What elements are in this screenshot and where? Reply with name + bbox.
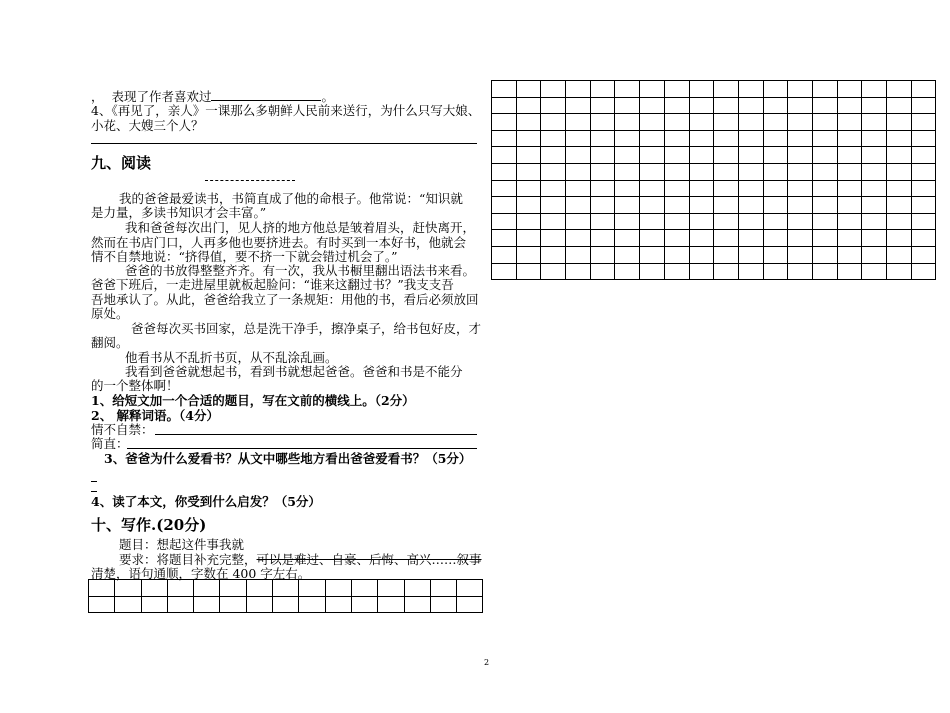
question-3: 3、爸爸为什么爱看书？从文中哪些地方看出爸爸爱看书？（5分） xyxy=(104,451,472,466)
grid-cell[interactable] xyxy=(812,130,837,147)
grid-cell[interactable] xyxy=(812,213,837,230)
grid-cell[interactable] xyxy=(664,81,689,98)
q4-line-2: 小花、大嫂三个人？ xyxy=(91,118,204,133)
grid-cell[interactable] xyxy=(566,114,591,131)
grid-cell[interactable] xyxy=(911,246,936,263)
passage-line: 爸爸的书放得整整齐齐。有一次，我从书橱里翻出语法书来看。 xyxy=(125,263,476,278)
grid-cell[interactable] xyxy=(541,197,566,214)
grid-cell[interactable] xyxy=(837,163,862,180)
grid-cell[interactable] xyxy=(516,130,541,147)
grid-cell[interactable] xyxy=(763,114,788,131)
grid-cell[interactable] xyxy=(566,97,591,114)
grid-cell[interactable] xyxy=(738,163,763,180)
grid-cell[interactable] xyxy=(541,230,566,247)
grid-cell[interactable] xyxy=(516,114,541,131)
grid-cell[interactable] xyxy=(862,147,887,164)
grid-cell[interactable] xyxy=(837,230,862,247)
grid-cell[interactable] xyxy=(862,263,887,280)
grid-cell[interactable] xyxy=(167,580,193,597)
grid-cell[interactable] xyxy=(689,130,714,147)
grid-cell[interactable] xyxy=(89,580,115,597)
grid-cell[interactable] xyxy=(763,147,788,164)
grid-cell[interactable] xyxy=(246,596,272,613)
grid-cell[interactable] xyxy=(566,246,591,263)
grid-cell[interactable] xyxy=(911,81,936,98)
grid-cell[interactable] xyxy=(615,246,640,263)
grid-cell[interactable] xyxy=(911,197,936,214)
passage-line: 我的爸爸最爱读书，书简直成了他的命根子。他常说：“知识就 xyxy=(119,191,463,206)
grid-cell[interactable] xyxy=(664,180,689,197)
grid-cell[interactable] xyxy=(516,163,541,180)
grid-cell[interactable] xyxy=(590,81,615,98)
grid-cell[interactable] xyxy=(812,97,837,114)
grid-cell[interactable] xyxy=(351,580,377,597)
section-10-heading: 十、写作.(20分) xyxy=(91,516,207,534)
grid-cell[interactable] xyxy=(763,197,788,214)
grid-cell[interactable] xyxy=(404,596,430,613)
grid-cell[interactable] xyxy=(689,263,714,280)
passage-line: 吾地承认了。从此，爸爸给我立了一条规矩：用他的书，看后必须放回 xyxy=(91,292,479,307)
writing-grid-right[interactable] xyxy=(491,80,936,280)
grid-cell[interactable] xyxy=(516,213,541,230)
grid-cell[interactable] xyxy=(763,81,788,98)
q3-fill-line xyxy=(91,88,334,104)
grid-cell[interactable] xyxy=(689,213,714,230)
answer-stub xyxy=(91,491,97,492)
grid-cell[interactable] xyxy=(714,130,739,147)
answer-stub xyxy=(91,481,97,482)
grid-cell[interactable] xyxy=(788,213,813,230)
grid-cell[interactable] xyxy=(837,114,862,131)
grid-cell[interactable] xyxy=(615,130,640,147)
grid-cell[interactable] xyxy=(378,596,404,613)
grid-cell[interactable] xyxy=(640,246,665,263)
grid-cell[interactable] xyxy=(167,596,193,613)
grid-cell[interactable] xyxy=(812,81,837,98)
grid-cell[interactable] xyxy=(115,596,141,613)
grid-cell[interactable] xyxy=(763,163,788,180)
passage-line: 我和爸爸每次出门，见人挤的地方他总是皱着眉头，赶快离开， xyxy=(125,220,476,235)
grid-cell[interactable] xyxy=(738,81,763,98)
grid-cell[interactable] xyxy=(911,114,936,131)
grid-cell[interactable] xyxy=(516,263,541,280)
comma: ， xyxy=(91,89,104,104)
grid-cell[interactable] xyxy=(492,213,517,230)
grid-cell[interactable] xyxy=(590,246,615,263)
grid-cell[interactable] xyxy=(788,81,813,98)
grid-cell[interactable] xyxy=(640,130,665,147)
grid-cell[interactable] xyxy=(590,213,615,230)
grid-cell[interactable] xyxy=(911,147,936,164)
grid-cell[interactable] xyxy=(516,246,541,263)
grid-cell[interactable] xyxy=(887,263,912,280)
grid-cell[interactable] xyxy=(788,197,813,214)
grid-cell[interactable] xyxy=(837,130,862,147)
grid-cell[interactable] xyxy=(714,230,739,247)
vocab-2-label: 简直： xyxy=(91,436,129,451)
grid-cell[interactable] xyxy=(664,263,689,280)
grid-cell[interactable] xyxy=(738,147,763,164)
grid-cell[interactable] xyxy=(812,197,837,214)
grid-cell[interactable] xyxy=(887,163,912,180)
grid-cell[interactable] xyxy=(516,81,541,98)
grid-cell[interactable] xyxy=(738,263,763,280)
grid-cell[interactable] xyxy=(763,130,788,147)
grid-cell[interactable] xyxy=(837,197,862,214)
grid-cell[interactable] xyxy=(812,230,837,247)
vocab-2-blank[interactable] xyxy=(127,448,477,449)
grid-cell[interactable] xyxy=(615,114,640,131)
grid-cell[interactable] xyxy=(887,97,912,114)
grid-cell[interactable] xyxy=(862,130,887,147)
grid-cell[interactable] xyxy=(246,580,272,597)
grid-cell[interactable] xyxy=(457,596,483,613)
grid-cell[interactable] xyxy=(714,163,739,180)
grid-cell[interactable] xyxy=(887,81,912,98)
question-4: 4、读了本文，你受到什么启发？（5分） xyxy=(91,494,321,509)
grid-cell[interactable] xyxy=(516,97,541,114)
grid-cell[interactable] xyxy=(812,147,837,164)
grid-cell[interactable] xyxy=(689,114,714,131)
grid-cell[interactable] xyxy=(590,97,615,114)
grid-cell[interactable] xyxy=(640,81,665,98)
q3-text: 表现了作者喜欢过 xyxy=(111,89,212,104)
answer-line xyxy=(91,143,477,144)
grid-cell[interactable] xyxy=(590,230,615,247)
grid-cell[interactable] xyxy=(738,246,763,263)
grid-cell[interactable] xyxy=(738,130,763,147)
grid-cell[interactable] xyxy=(911,163,936,180)
grid-cell[interactable] xyxy=(837,81,862,98)
grid-cell[interactable] xyxy=(738,230,763,247)
grid-cell[interactable] xyxy=(788,130,813,147)
grid-cell[interactable] xyxy=(837,263,862,280)
grid-cell[interactable] xyxy=(640,263,665,280)
grid-cell[interactable] xyxy=(714,197,739,214)
grid-cell[interactable] xyxy=(689,246,714,263)
grid-cell[interactable] xyxy=(141,580,167,597)
grid-cell[interactable] xyxy=(689,81,714,98)
grid-cell[interactable] xyxy=(299,580,325,597)
grid-cell[interactable] xyxy=(541,180,566,197)
grid-cell[interactable] xyxy=(862,163,887,180)
grid-cell[interactable] xyxy=(541,246,566,263)
grid-cell[interactable] xyxy=(911,213,936,230)
grid-cell[interactable] xyxy=(714,180,739,197)
grid-cell[interactable] xyxy=(862,114,887,131)
grid-cell[interactable] xyxy=(541,81,566,98)
grid-cell[interactable] xyxy=(566,163,591,180)
period: 。 xyxy=(321,89,334,104)
grid-cell[interactable] xyxy=(194,580,220,597)
grid-cell[interactable] xyxy=(566,147,591,164)
grid-cell[interactable] xyxy=(788,97,813,114)
grid-cell[interactable] xyxy=(516,230,541,247)
page-number: 2 xyxy=(484,658,490,667)
grid-cell[interactable] xyxy=(887,130,912,147)
grid-cell[interactable] xyxy=(763,230,788,247)
grid-cell[interactable] xyxy=(689,163,714,180)
grid-cell[interactable] xyxy=(115,580,141,597)
grid-cell[interactable] xyxy=(887,147,912,164)
grid-cell[interactable] xyxy=(911,263,936,280)
grid-cell[interactable] xyxy=(590,163,615,180)
requirement-part-2: 可以是难过、自豪、后悔、高兴……叙事 xyxy=(256,552,482,567)
vocab-1-blank[interactable] xyxy=(155,434,477,435)
grid-cell[interactable] xyxy=(788,163,813,180)
grid-cell[interactable] xyxy=(738,114,763,131)
grid-cell[interactable] xyxy=(566,263,591,280)
grid-cell[interactable] xyxy=(664,213,689,230)
q4-line-1: 4、《再见了，亲人》一课那么多朝鲜人民前来送行，为什么只写大娘、 xyxy=(91,103,481,118)
grid-cell[interactable] xyxy=(492,147,517,164)
grid-cell[interactable] xyxy=(738,180,763,197)
grid-cell[interactable] xyxy=(590,147,615,164)
answer-blank[interactable] xyxy=(211,88,321,101)
grid-cell[interactable] xyxy=(541,147,566,164)
grid-cell[interactable] xyxy=(492,114,517,131)
grid-cell[interactable] xyxy=(492,246,517,263)
grid-cell[interactable] xyxy=(541,163,566,180)
grid-cell[interactable] xyxy=(615,147,640,164)
grid-cell[interactable] xyxy=(325,580,351,597)
grid-cell[interactable] xyxy=(664,130,689,147)
grid-cell[interactable] xyxy=(763,213,788,230)
grid-cell[interactable] xyxy=(664,114,689,131)
grid-cell[interactable] xyxy=(430,596,456,613)
vocab-1-label: 情不自禁： xyxy=(91,422,154,437)
grid-cell[interactable] xyxy=(689,97,714,114)
grid-cell[interactable] xyxy=(220,580,246,597)
grid-cell[interactable] xyxy=(492,180,517,197)
passage-line: 翻阅。 xyxy=(91,335,129,350)
grid-cell[interactable] xyxy=(492,230,517,247)
grid-cell[interactable] xyxy=(566,130,591,147)
grid-cell[interactable] xyxy=(516,147,541,164)
grid-cell[interactable] xyxy=(541,97,566,114)
question-1: 1、给短文加一个合适的题目，写在文前的横线上。（2分） xyxy=(91,393,415,408)
grid-cell[interactable] xyxy=(689,147,714,164)
grid-cell[interactable] xyxy=(566,230,591,247)
grid-cell[interactable] xyxy=(492,130,517,147)
grid-cell[interactable] xyxy=(220,596,246,613)
grid-cell[interactable] xyxy=(812,163,837,180)
grid-cell[interactable] xyxy=(911,230,936,247)
composition-requirement xyxy=(119,552,482,567)
passage-line: 我看到爸爸就想起书，看到书就想起爸爸。爸爸和书是不能分 xyxy=(125,364,463,379)
grid-cell[interactable] xyxy=(837,180,862,197)
grid-cell[interactable] xyxy=(640,97,665,114)
grid-cell[interactable] xyxy=(763,97,788,114)
grid-cell[interactable] xyxy=(862,180,887,197)
grid-cell[interactable] xyxy=(812,263,837,280)
grid-cell[interactable] xyxy=(492,263,517,280)
grid-cell[interactable] xyxy=(837,147,862,164)
grid-cell[interactable] xyxy=(541,114,566,131)
grid-cell[interactable] xyxy=(615,197,640,214)
grid-cell[interactable] xyxy=(887,197,912,214)
grid-cell[interactable] xyxy=(689,197,714,214)
grid-cell[interactable] xyxy=(404,580,430,597)
grid-cell[interactable] xyxy=(887,180,912,197)
grid-cell[interactable] xyxy=(590,180,615,197)
grid-cell[interactable] xyxy=(738,197,763,214)
grid-cell[interactable] xyxy=(812,246,837,263)
grid-cell[interactable] xyxy=(664,163,689,180)
grid-cell[interactable] xyxy=(837,213,862,230)
grid-cell[interactable] xyxy=(887,114,912,131)
grid-cell[interactable] xyxy=(837,246,862,263)
grid-cell[interactable] xyxy=(887,213,912,230)
requirement-part-1: 要求：将题目补充完整， xyxy=(119,552,257,567)
grid-cell[interactable] xyxy=(862,213,887,230)
grid-cell[interactable] xyxy=(430,580,456,597)
grid-cell[interactable] xyxy=(299,596,325,613)
grid-cell[interactable] xyxy=(590,130,615,147)
grid-cell[interactable] xyxy=(689,180,714,197)
grid-cell[interactable] xyxy=(738,97,763,114)
grid-cell[interactable] xyxy=(492,163,517,180)
grid-cell[interactable] xyxy=(141,596,167,613)
grid-cell[interactable] xyxy=(351,596,377,613)
grid-cell[interactable] xyxy=(911,180,936,197)
grid-cell[interactable] xyxy=(763,180,788,197)
grid-cell[interactable] xyxy=(862,230,887,247)
grid-cell[interactable] xyxy=(640,147,665,164)
grid-cell[interactable] xyxy=(788,230,813,247)
grid-cell[interactable] xyxy=(862,81,887,98)
grid-cell[interactable] xyxy=(862,97,887,114)
grid-cell[interactable] xyxy=(640,197,665,214)
grid-cell[interactable] xyxy=(788,147,813,164)
grid-cell[interactable] xyxy=(714,213,739,230)
grid-cell[interactable] xyxy=(492,197,517,214)
grid-cell[interactable] xyxy=(911,130,936,147)
grid-cell[interactable] xyxy=(194,596,220,613)
grid-cell[interactable] xyxy=(763,263,788,280)
grid-cell[interactable] xyxy=(566,197,591,214)
grid-cell[interactable] xyxy=(615,230,640,247)
grid-cell[interactable] xyxy=(788,114,813,131)
passage-line: 的一个整体啊！ xyxy=(91,378,179,393)
writing-grid-bottom[interactable] xyxy=(88,579,483,613)
grid-cell[interactable] xyxy=(590,263,615,280)
grid-cell[interactable] xyxy=(664,230,689,247)
grid-cell[interactable] xyxy=(714,81,739,98)
section-9-heading: 九、阅读 xyxy=(91,154,152,172)
composition-topic: 题目：想起这件事我就 xyxy=(119,537,245,552)
grid-cell[interactable] xyxy=(714,97,739,114)
grid-cell[interactable] xyxy=(862,246,887,263)
grid-cell[interactable] xyxy=(664,246,689,263)
grid-cell[interactable] xyxy=(664,197,689,214)
grid-cell[interactable] xyxy=(492,81,517,98)
grid-cell[interactable] xyxy=(516,197,541,214)
grid-cell[interactable] xyxy=(812,180,837,197)
title-blank[interactable] xyxy=(205,180,295,181)
grid-cell[interactable] xyxy=(273,580,299,597)
grid-cell[interactable] xyxy=(714,263,739,280)
grid-cell[interactable] xyxy=(887,230,912,247)
grid-cell[interactable] xyxy=(763,246,788,263)
grid-cell[interactable] xyxy=(788,246,813,263)
grid-cell[interactable] xyxy=(788,263,813,280)
passage-line: 他看书从不乱折书页，从不乱涂乱画。 xyxy=(125,350,338,365)
grid-cell[interactable] xyxy=(887,246,912,263)
grid-cell[interactable] xyxy=(541,130,566,147)
grid-cell[interactable] xyxy=(615,263,640,280)
question-2: 2、 解释词语。（4分） xyxy=(91,408,219,423)
grid-cell[interactable] xyxy=(566,180,591,197)
grid-cell[interactable] xyxy=(640,163,665,180)
grid-cell[interactable] xyxy=(325,596,351,613)
grid-cell[interactable] xyxy=(457,580,483,597)
grid-cell[interactable] xyxy=(640,213,665,230)
grid-cell[interactable] xyxy=(812,114,837,131)
grid-cell[interactable] xyxy=(590,114,615,131)
grid-cell[interactable] xyxy=(640,180,665,197)
grid-cell[interactable] xyxy=(664,97,689,114)
grid-cell[interactable] xyxy=(911,97,936,114)
grid-cell[interactable] xyxy=(640,230,665,247)
passage-line: 情不自禁地说：“挤得值，要不挤一下就会错过机会了。” xyxy=(91,249,398,264)
grid-cell[interactable] xyxy=(837,97,862,114)
grid-cell[interactable] xyxy=(273,596,299,613)
grid-cell[interactable] xyxy=(714,147,739,164)
grid-cell[interactable] xyxy=(566,213,591,230)
grid-cell[interactable] xyxy=(788,180,813,197)
grid-cell[interactable] xyxy=(615,180,640,197)
grid-cell[interactable] xyxy=(516,180,541,197)
composition-requirement-line-2: 清楚，语句通顺，字数在 400 字左右。 xyxy=(91,566,311,581)
grid-cell[interactable] xyxy=(492,97,517,114)
grid-cell[interactable] xyxy=(664,147,689,164)
grid-cell[interactable] xyxy=(89,596,115,613)
grid-cell[interactable] xyxy=(738,213,763,230)
grid-cell[interactable] xyxy=(689,230,714,247)
passage-line: 原处。 xyxy=(91,306,129,321)
grid-cell[interactable] xyxy=(566,81,591,98)
passage-line: 是力量，多读书知识才会丰富。” xyxy=(91,205,267,220)
grid-cell[interactable] xyxy=(640,114,665,131)
grid-cell[interactable] xyxy=(862,197,887,214)
grid-cell[interactable] xyxy=(714,114,739,131)
grid-cell[interactable] xyxy=(590,197,615,214)
grid-cell[interactable] xyxy=(541,263,566,280)
grid-cell[interactable] xyxy=(378,580,404,597)
grid-cell[interactable] xyxy=(541,213,566,230)
grid-cell[interactable] xyxy=(615,97,640,114)
grid-cell[interactable] xyxy=(615,163,640,180)
passage-line: 爸爸下班后，一走进屋里就板起脸问：“谁来这翻过书？”我支支吾 xyxy=(91,277,454,292)
grid-cell[interactable] xyxy=(615,213,640,230)
grid-cell[interactable] xyxy=(714,246,739,263)
passage-line: 爸爸每次买书回家，总是洗干净手，擦净桌子，给书包好皮，才 xyxy=(131,321,482,336)
passage-line: 然而在书店门口，人再多他也要挤进去。有时买到一本好书，他就会 xyxy=(91,235,467,250)
grid-cell[interactable] xyxy=(615,81,640,98)
